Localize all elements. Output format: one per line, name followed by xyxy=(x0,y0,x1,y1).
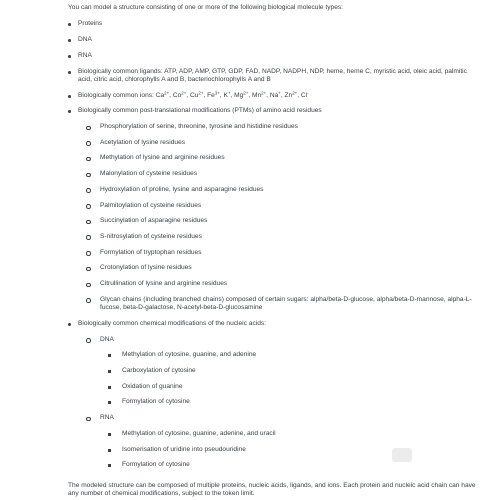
rna-mod-item: Isomerisation of uridine into pseudouridine xyxy=(108,446,478,454)
ptm-item: Malonylation of cysteine residues xyxy=(86,170,478,178)
ion-symbol: Cu xyxy=(189,91,199,99)
ptm-item: S-nitrosylation of cysteine residues xyxy=(86,233,478,241)
ptm-list xyxy=(86,123,478,313)
ion xyxy=(173,92,186,99)
ion-charge: + xyxy=(227,90,231,96)
ptm-item: Acetylation of lysine residues xyxy=(86,139,478,147)
watermark-badge xyxy=(392,448,412,462)
dna-mod-item: Formylation of cytosine xyxy=(108,398,478,406)
molecule-type-list xyxy=(68,20,478,469)
ion xyxy=(156,92,169,99)
intro-text: You can model a structure consisting of one or more of the following biological molecule types: xyxy=(68,4,344,11)
ptm-item: Glycan chains (including branched chains) composed of certain sugars: alpha/beta-D-glucose, alpha/beta-D-mannose, alpha-L-fucose, beta-D-galactose, N-acetyl-beta-D-glucosamine xyxy=(86,296,478,313)
ion xyxy=(285,92,298,99)
ptm-item: Citrullination of lysine and arginine residues xyxy=(86,280,478,288)
dna-mod-item: Oxidation of guanine xyxy=(108,383,478,391)
ion xyxy=(252,92,266,99)
ion-charge: 2+ xyxy=(261,90,267,96)
ptm-item: Palmitoylation of cysteine residues xyxy=(86,202,478,210)
ptm-label: Biologically common post-translational modifications (PTMs) of amino acid residues xyxy=(78,107,322,115)
ion-symbol: Zn xyxy=(284,91,293,99)
rna-mod-list xyxy=(108,430,478,470)
dna-mod-item: Methylation of cytosine, guanine, and adenine xyxy=(108,351,478,359)
ion-symbol: Mg xyxy=(234,91,244,99)
ion-symbol: K xyxy=(223,91,228,99)
nucleic-item-dna xyxy=(86,336,478,407)
ion-charge: 2+ xyxy=(164,90,170,96)
ion-charge: 2+ xyxy=(292,90,298,96)
ion-charge: + xyxy=(278,90,281,96)
ion-charge: 2+ xyxy=(198,90,204,96)
dna-label: DNA xyxy=(100,335,114,343)
ion-symbol: Ca xyxy=(155,91,165,99)
ptm-item: Hydroxylation of proline, lysine and asparagine residues xyxy=(86,186,478,194)
dna-mod-list xyxy=(108,351,478,407)
ion xyxy=(270,92,281,99)
list-item-rna: RNA xyxy=(68,52,478,60)
ion-symbol: Mn xyxy=(251,91,262,99)
ptm-item: Crotonylation of lysine residues xyxy=(86,264,478,272)
ion-symbol: Na xyxy=(269,91,279,99)
rna-mod-item: Methylation of cytosine, guanine, adenine, and uracil xyxy=(108,430,478,438)
ions-label: Biologically common ions: xyxy=(78,91,156,99)
ion-symbol: Fe xyxy=(207,91,215,99)
ion xyxy=(223,92,230,99)
ptm-item: Succinylation of asparagine residues xyxy=(86,217,478,225)
ion xyxy=(207,92,220,99)
list-item-dna: DNA xyxy=(68,36,478,44)
list-item-ptms xyxy=(68,107,478,312)
ptm-item: Phosphorylation of serine, threonine, tyrosine and histidine residues xyxy=(86,123,478,131)
ion xyxy=(234,92,248,99)
rna-label: RNA xyxy=(100,414,114,422)
ion-symbol: Co xyxy=(172,91,182,99)
ion-charge: 2+ xyxy=(243,90,249,96)
nucleic-item-rna xyxy=(86,414,478,470)
footer-text: The modeled structure can be composed of multiple proteins, nucleic acids, ligands, and ions. Each protein and nucleic acid chain can have any number of chemical modifications, subject to the token limit. xyxy=(68,481,476,498)
list-item-proteins: Proteins xyxy=(68,20,478,28)
list-item-ions xyxy=(68,92,478,100)
rna-mod-item: Formylation of cytosine xyxy=(108,461,478,469)
ion-symbol: Cl xyxy=(300,91,308,99)
list-item-ligands: Biologically common ligands: ATP, ADP, AMP, GTP, GDP, FAD, NADP, NADPH, NDP, heme, heme C, myristic acid, oleic acid, palmitic acid, citric acid, chlorophylls A and B, bacteriochlorophylls A and B xyxy=(68,68,478,85)
list-item-nucleic-mods xyxy=(68,320,478,470)
ion-charge: 2+ xyxy=(181,90,187,96)
nucleic-type-list xyxy=(86,336,478,470)
nucleic-label: Biologically common chemical modifications of the nucleic acids: xyxy=(78,319,267,327)
ptm-item: Methylation of lysine and arginine residues xyxy=(86,154,478,162)
ion-charge: - xyxy=(307,90,309,96)
ion-list: $Ca^{2+}$, $Co^{2+}$, $Cu^{2+}$, $Fe^{3+}$, K+, $Mg^{2+}$, $Mn^{2+}$, Na+, $Zn^{2+}$, Cl- xyxy=(155,90,309,99)
ptm-item: Formylation of tryptophan residues xyxy=(86,249,478,257)
ion-charge: 3+ xyxy=(214,90,220,96)
ion xyxy=(301,92,309,99)
dna-mod-item: Carboxylation of cytosine xyxy=(108,367,478,375)
ion xyxy=(190,92,203,99)
